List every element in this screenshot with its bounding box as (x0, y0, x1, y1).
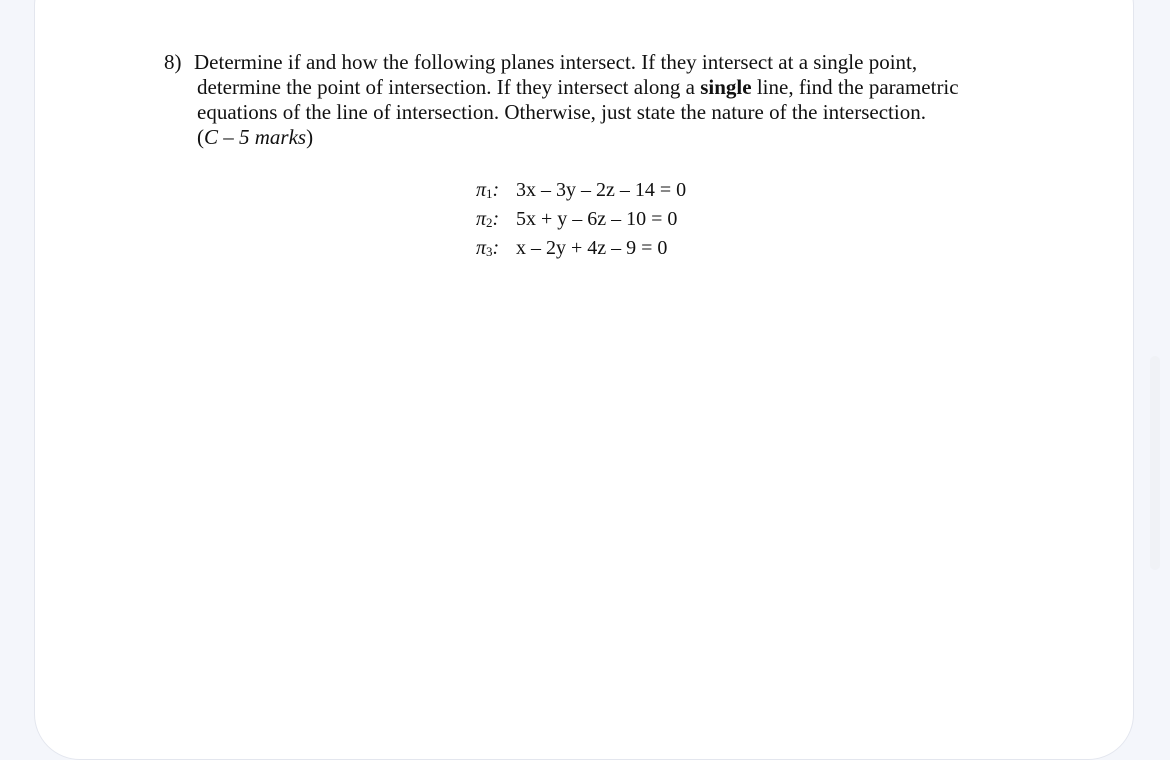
question-line-2 (197, 75, 1024, 100)
question-number: 8) (164, 50, 182, 74)
plane-index: 1 (486, 186, 493, 201)
pi-symbol: π (476, 208, 487, 230)
equation-row (476, 234, 686, 263)
marks-open-paren: ( (197, 125, 204, 149)
plane-equations (476, 176, 686, 263)
marks-close-paren: ) (306, 125, 314, 149)
single-emphasis: single (700, 75, 752, 99)
question-line-2-start: determine the point of intersection. If they intersect along a (197, 75, 701, 99)
plane-label (476, 176, 516, 208)
plane-equation: 3x – 3y – 2z – 14 = 0 (516, 179, 687, 201)
label-colon: : (492, 237, 500, 259)
question-line-3: equations of the line of intersection. Otherwise, just state the nature of the intersection. (197, 100, 926, 124)
scrollbar-track[interactable] (1150, 356, 1160, 570)
pi-symbol: π (476, 179, 487, 201)
marks-line (197, 125, 1024, 150)
plane-label (476, 234, 516, 266)
marks-text: C – 5 marks (204, 125, 307, 149)
question-8 (164, 50, 1024, 150)
question-line-2-end: line, find the parametric (751, 75, 959, 99)
pi-symbol: π (476, 237, 487, 259)
equation-row (476, 205, 686, 234)
plane-index: 3 (486, 244, 493, 259)
plane-label (476, 205, 516, 237)
plane-equation: x – 2y + 4z – 9 = 0 (516, 237, 668, 259)
plane-equation: 5x + y – 6z – 10 = 0 (516, 208, 678, 230)
label-colon: : (492, 179, 500, 201)
question-line-1: Determine if and how the following planes intersect. If they intersect at a single point, (194, 50, 918, 74)
question-text (194, 50, 1024, 150)
label-colon: : (492, 208, 500, 230)
equation-row (476, 176, 686, 205)
plane-index: 2 (486, 215, 493, 230)
